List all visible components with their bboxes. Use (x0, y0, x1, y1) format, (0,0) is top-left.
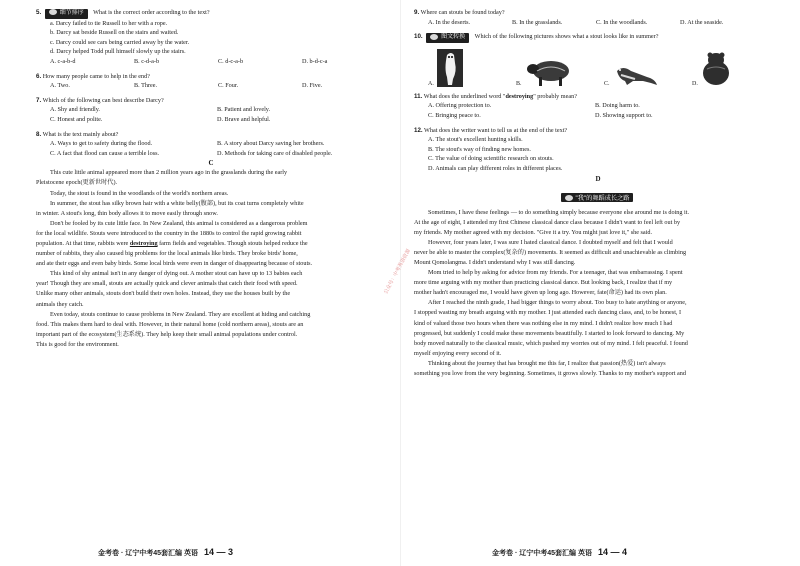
option-picture-d[interactable]: D. (692, 51, 780, 87)
q11-options-1 (414, 101, 782, 111)
question-7: 7. Which of the following can best describe Darcy? (36, 96, 164, 104)
option[interactable]: B. Patient and lovely. (217, 106, 271, 114)
option[interactable]: C. Honest and polite. (50, 115, 103, 123)
page-number: 14 — 4 (597, 547, 627, 557)
passage-paragraph: Mom tried to help by asking for advice from my friends. For a teenager, that was embarrassing. I spent more time arguing with my mother than practicing classical dance. But looking back, I realize that if my mother hadn't encouraged me, I would have given up long ago. However, fate(命运) had its own plan. (414, 269, 683, 297)
q6-options (36, 81, 386, 91)
option[interactable]: B. Three. (134, 82, 158, 90)
option-picture-c[interactable]: C. (604, 61, 692, 87)
q8-options-2 (36, 149, 386, 159)
section-heading-c: C (208, 159, 214, 168)
q7-options-2 (36, 115, 386, 125)
option[interactable]: B. Doing harm to. (595, 102, 640, 110)
option[interactable]: D. Methods for taking care of disabled people. (217, 149, 333, 157)
right-page (414, 8, 782, 379)
option[interactable]: A. Offering protection to. (428, 102, 492, 110)
option-picture-a[interactable]: A. (428, 49, 516, 87)
q9-options (414, 18, 782, 28)
page-number: 14 — 3 (203, 547, 233, 557)
option[interactable]: D. At the seaside. (680, 18, 724, 26)
option[interactable]: A. Shy and friendly. (50, 106, 100, 114)
option[interactable]: C. Four. (218, 82, 239, 90)
option-picture-b[interactable]: B. (516, 57, 604, 87)
passage-title (414, 187, 782, 205)
q5-options (36, 57, 386, 67)
question-tag: 细节排序 (45, 9, 88, 19)
animal-sheep-picture-icon (525, 57, 573, 87)
passage-paragraph: This cute little animal appeared more than 2 million years ago in the grasslands during the early Pleistocene epoch(更新世时代). (36, 169, 288, 187)
stout-white-picture-icon (437, 49, 463, 87)
option[interactable]: A. Two. (50, 82, 70, 90)
option[interactable]: C. d-c-a-b (218, 57, 244, 65)
passage-paragraph: Today, the stout is found in the woodlands of the world's northern areas. (50, 189, 229, 197)
passage-paragraph: Sometimes, I have these feelings — to do something simply because everyone else around me is doing it. At the age of eight, I attended my first Chinese classical dance class because I didn't want to feel left out by my friends. My mother agreed with my decision. "Give it a try. You might just love it," she said. (414, 208, 690, 236)
option[interactable]: C. The value of doing scientific research on stouts. (428, 155, 554, 163)
q11-options-2 (414, 111, 782, 121)
event-c: c. Darcy could see cars being carried away by the water. (50, 38, 190, 46)
passage-paragraph: In summer, the stout has silky brown hair with a white belly(腹部), but its coat turns completely white in winter. A stout's long, thin body allows it to move easily through snow. (36, 199, 304, 217)
question-11: 11. What does the underlined word "destroying" probably mean? (414, 92, 577, 100)
section-heading-d: D (595, 174, 601, 183)
event-d: d. Darcy helped Todd pull himself slowly up the stairs. (50, 48, 186, 56)
option[interactable]: D. Five. (302, 82, 323, 90)
option[interactable]: A. Ways to get to safety during the flood. (50, 140, 153, 148)
passage-paragraph: However, four years later, I was sure I hated classical dance. I doubted myself and felt that I would never be able to master the complex(复杂的) movements. It seemed as difficult and unachievable as climbing Mount Qomolangma. I didn't understand why I was still dancing. (414, 238, 687, 266)
footer-right: 金考卷 · 辽宁中考45套汇编 英语 14 — 4 (492, 547, 627, 557)
passage-paragraph: After I reached the ninth grade, I had bigger things to worry about. Too busy to hate anything or anyone, I stopped wasting my breath arguing with my mother. I just attended each dancing class, and, to be honest, I kind of valued those two hours when there was nothing else in my mind. I didn't realize how much I had progressed, but suddenly I could make these movements beautifully. I started to look forward to dancing. My body moved naturally to the classical music, which pushed my worries out of my mind. I felt peaceful. I found myself enjoying every second of it. (414, 299, 688, 357)
event-b: b. Darcy sat beside Russell on the stairs and waited. (50, 29, 179, 37)
option[interactable]: D. Animals can play different roles in different places. (428, 164, 563, 172)
footer-left: 金考卷 · 辽宁中考45套汇编 英语 14 — 3 (98, 547, 233, 557)
option[interactable]: C. A fact that flood can cause a terrible loss. (50, 149, 160, 157)
option[interactable]: D. Showing support to. (595, 111, 653, 119)
passage-paragraph: Don't be fooled by its cute little face. In New Zealand, this animal is considered as a dangerous problem for the local wildlife. Stouts were introduced to the country in the 1880s to control the rapid growing rabbit population. At that time, rabbits were destroying farm fields and vegetables. Though stouts helped reduce the number of rabbits, they also caused big problems for the local animals like birds. They broke birds' home, and ate their eggs and even baby birds. Some local birds were even in danger of disappearing because of stouts. (36, 219, 313, 268)
option[interactable]: B. A story about Darcy saving her brothers. (217, 140, 325, 148)
option[interactable]: D. Brave and helpful. (217, 115, 271, 123)
page-divider (400, 0, 401, 566)
option[interactable]: B. c-d-a-b (134, 57, 160, 65)
question-10: 10. 图文转换 Which of the following pictures shows what a stout looks like in summer? (414, 32, 782, 43)
question-tag: 图文转换 (426, 33, 469, 43)
option[interactable]: A. In the deserts. (428, 18, 471, 26)
underlined-word-reference: destroying (505, 92, 534, 100)
animal-bear-picture-icon (701, 51, 731, 87)
option[interactable]: D. b-d-c-a (302, 57, 328, 65)
option[interactable]: C. In the woodlands. (596, 18, 648, 26)
passage-paragraph: Even today, stouts continue to cause problems in New Zealand. They are excellent at hiding and catching food. This makes them hard to deal with. However, in their natural home (cold northern areas), stouts are an important part of the ecosystem(生态系统). They help keep their small animal populations under control. This is good for the environment. (36, 310, 311, 348)
option[interactable]: A. The stout's excellent hunting skills. (428, 136, 523, 144)
question-12: 12. What does the writer want to tell us at the end of the text? (414, 126, 568, 134)
question-8: 8. What is the text mainly about? (36, 130, 119, 138)
option[interactable]: A. c-a-b-d (50, 57, 76, 65)
option[interactable]: B. In the grasslands. (512, 18, 563, 26)
stout-brown-picture-icon (613, 61, 659, 87)
passage-paragraph: Thinking about the journey that has brought me this far, I realize that passion(热爱) isn't always something you love from the very beginning. Sometimes, it grows slowly. Thanks to my mother's support and (414, 359, 686, 378)
left-page (36, 8, 386, 350)
question-9: 9. Where can stouts be found today? (414, 9, 505, 16)
option[interactable]: B. The stout's way of finding new homes. (428, 145, 531, 153)
question-5: 5. 细节排序 What is the correct order according to the text? (36, 8, 386, 19)
underlined-word: destroying (129, 239, 158, 247)
q8-options-1 (36, 139, 386, 149)
passage-paragraph: This kind of shy animal isn't in any danger of dying out. A mother stout can have up to 13 babies each year! Though they are small, stouts are actually quick and clever animals that catch their food with speed. Unlike many other animals, stouts don't build their own holes. Instead, they use the houses built by the animals they catch. (36, 270, 303, 308)
q10-pictures (414, 45, 782, 87)
watermark: 公众号：中考英语资源 (383, 248, 412, 296)
event-a: a. Darcy failed to tie Russell to her with a rope. (50, 19, 168, 27)
option[interactable]: C. Bringing peace to. (428, 111, 481, 119)
q7-options-1 (36, 105, 386, 115)
question-6: 6. How many people came to help in the end? (36, 72, 150, 80)
title-banner: "我"的舞蹈成长之路 (561, 193, 634, 202)
